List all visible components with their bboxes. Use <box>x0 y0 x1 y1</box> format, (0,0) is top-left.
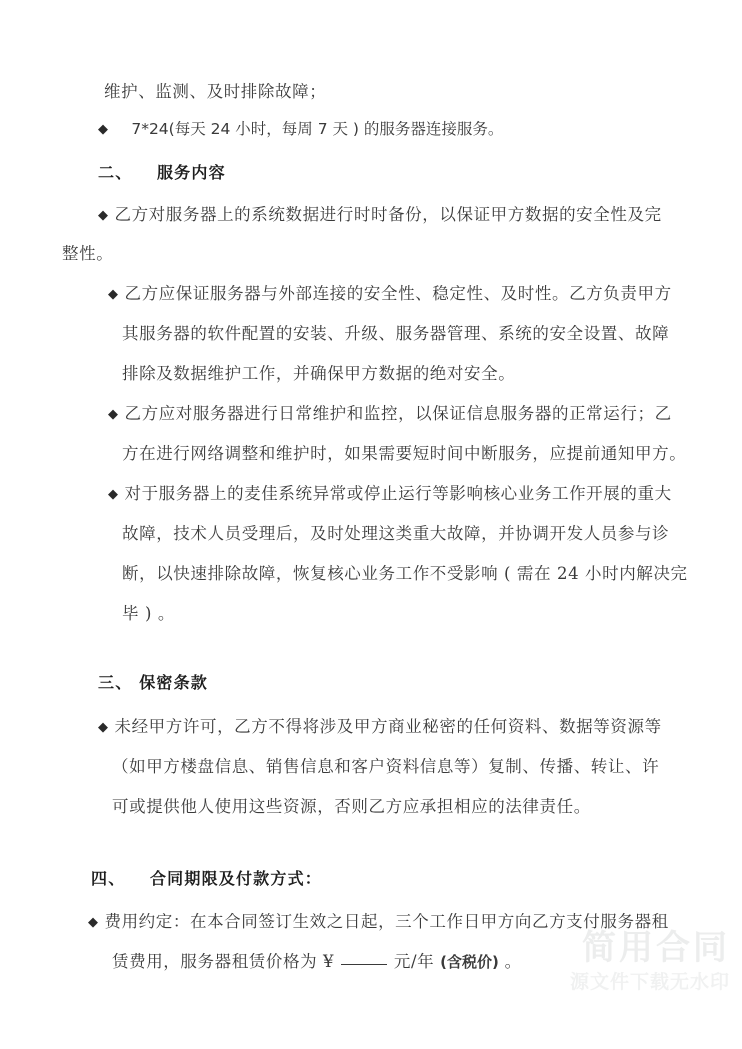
bullet-item-7x24 <box>98 117 503 139</box>
diamond-bullet-icon: ◆ <box>108 407 119 422</box>
section-4-fee-unit: 元/年 <box>393 952 435 971</box>
section-3-item-1-line-2: （如甲方楼盘信息、销售信息和客户资料信息等）复制、传播、转让、许 <box>112 757 660 776</box>
section-2-item-3-text-1: 乙方应对服务器进行日常维护和监控，以保证信息服务器的正常运行；乙 <box>124 404 672 423</box>
watermark-main-text: 简用合同 <box>582 927 730 968</box>
bullet-item-7x24-text: 7*24(每天 24 小时，每周 7 天 ) 的服务器连接服务。 <box>131 120 504 138</box>
section-2-item-1-text-1: 乙方对服务器上的系统数据进行时时备份，以保证甲方数据的安全性及完 <box>114 205 662 224</box>
diamond-bullet-icon: ◆ <box>108 287 119 302</box>
section-3-item-1-text-1: 未经甲方许可，乙方不得将涉及甲方商业秘密的任何资料、数据等资源等 <box>114 717 662 736</box>
paragraph-carryover-line: 维护、监测、及时排除故障； <box>104 82 327 101</box>
diamond-bullet-icon: ◆ <box>88 915 99 930</box>
section-2-heading <box>98 160 226 183</box>
diamond-bullet-icon: ◆ <box>98 208 109 223</box>
section-4-heading <box>91 866 322 889</box>
section-3-item-1-line-1 <box>98 713 662 737</box>
section-2-title: 服务内容 <box>156 163 226 182</box>
section-4-fee-text-before: 赁费用，服务器租赁价格为 ¥ <box>112 952 335 971</box>
diamond-bullet-icon: ◆ <box>108 487 119 502</box>
diamond-bullet-icon: ◆ <box>98 720 109 735</box>
section-2-item-2-text-1: 乙方应保证服务器与外部连接的安全性、稳定性、及时性。乙方负责甲方 <box>124 284 672 303</box>
watermark <box>569 927 730 997</box>
diamond-bullet-icon: ◆ <box>98 122 109 137</box>
section-2-item-2-line-1 <box>108 280 672 304</box>
section-4-item-1-line-1 <box>88 908 669 932</box>
section-2-item-1-line-1 <box>98 201 662 225</box>
section-4-fee-text-end: 。 <box>504 952 522 971</box>
section-2-item-2-line-2: 其服务器的软件配置的安装、升级、服务器管理、系统的安全设置、故障 <box>122 324 670 343</box>
section-4-number: 四、 <box>91 869 126 888</box>
section-2-item-4-line-4: 毕 ) 。 <box>122 604 175 623</box>
section-3-number: 三、 <box>98 673 133 692</box>
section-2-item-4-text-1: 对于服务器上的麦佳系统异常或停止运行等影响核心业务工作开展的重大 <box>124 484 672 503</box>
section-4-title: 合同期限及付款方式： <box>149 869 322 888</box>
section-4-item-1-line-2 <box>112 948 522 972</box>
section-2-item-4-line-2: 故障，技术人员受理后，及时处理这类重大故障，并协调开发人员参与诊 <box>122 524 670 543</box>
section-4-item-1-text-1: 费用约定：在本合同签订生效之日起，三个工作日甲方向乙方支付服务器租 <box>104 912 669 931</box>
section-3-item-1-line-3: 可或提供他人使用这些资源，否则乙方应承担相应的法律责任。 <box>112 797 591 816</box>
section-2-item-4-line-3: 断，以快速排除故障，恢复核心业务工作不受影响 ( 需在 24 小时内解决完 <box>122 564 688 583</box>
section-2-item-3-line-1 <box>108 400 672 424</box>
section-2-number: 二、 <box>98 163 133 182</box>
watermark-sub-text: 源文件下载无水印 <box>569 970 730 993</box>
section-2-item-4-line-1 <box>108 480 672 504</box>
section-4-tax-note: (含税价) <box>440 953 499 971</box>
section-3-title: 保密条款 <box>139 673 208 692</box>
price-blank-field[interactable] <box>341 964 387 965</box>
section-2-item-2-line-3: 排除及数据维护工作，并确保甲方数据的绝对安全。 <box>122 364 516 383</box>
section-2-item-3-line-2: 方在进行网络调整和维护时，如果需要短时间中断服务，应提前通知甲方。 <box>122 444 687 463</box>
section-2-item-1-line-2: 整性。 <box>62 244 114 263</box>
section-3-heading <box>98 670 208 693</box>
